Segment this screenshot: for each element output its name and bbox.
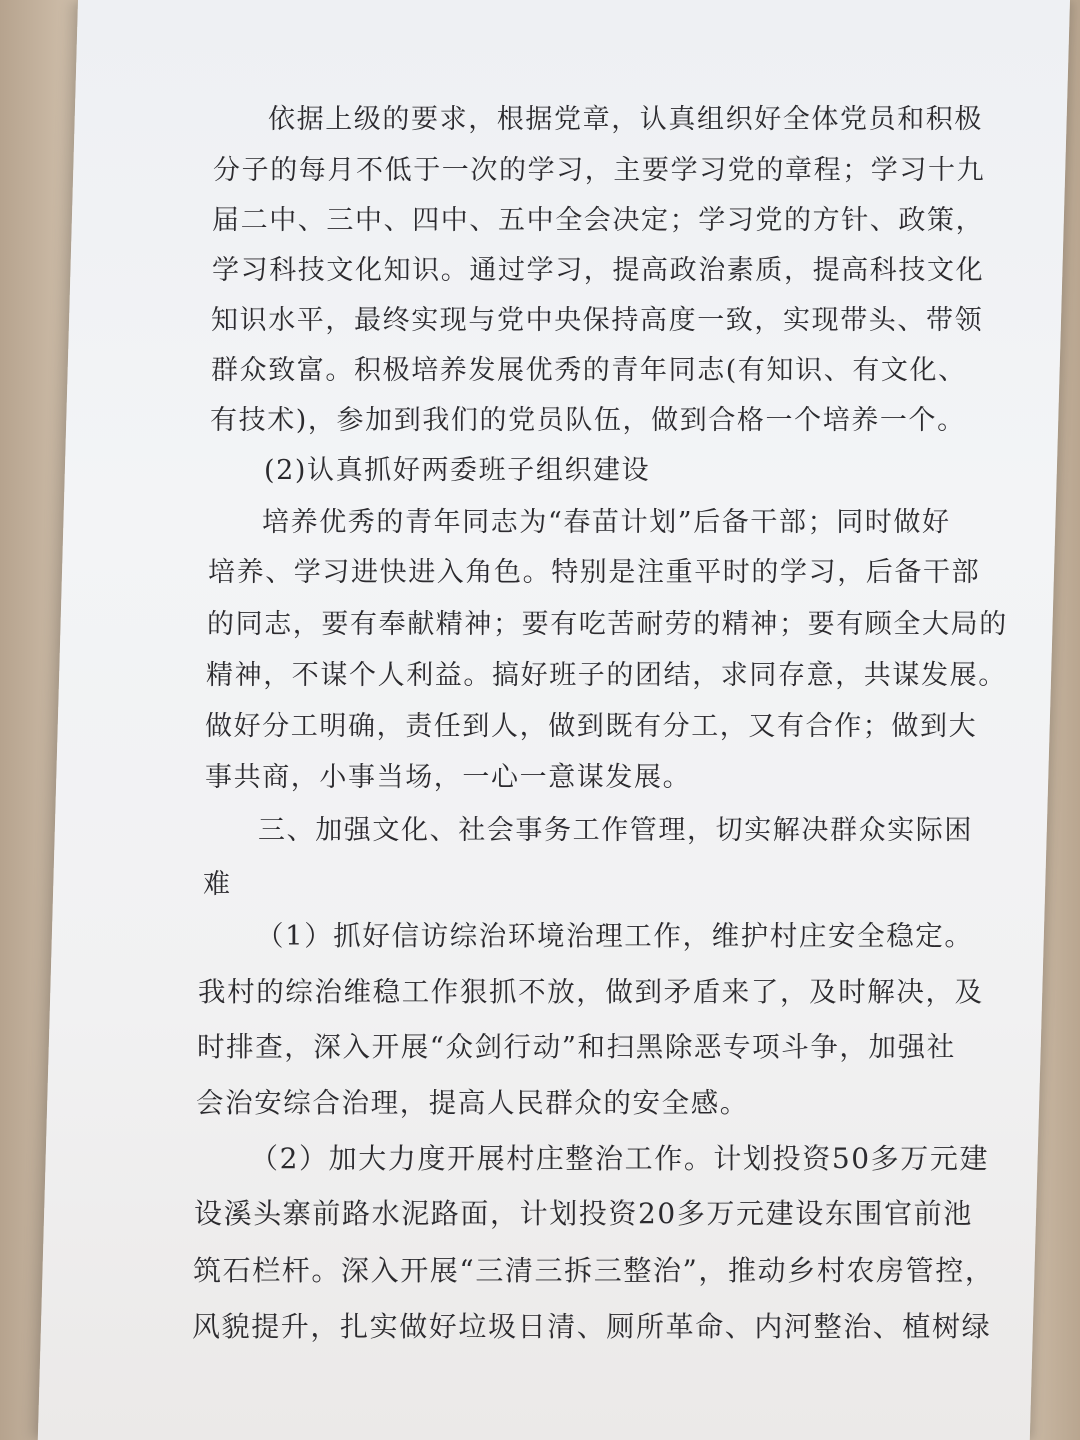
text-line: 筑石栏杆。深入开展“三清三拆三整治”，推动乡村农房管控， bbox=[193, 1254, 995, 1287]
text-line: 难 bbox=[203, 869, 232, 900]
text-line: 做好分工明确，责任到人，做到既有分工，又有合作；做到大 bbox=[205, 711, 978, 742]
text-line: 培养、学习进快进入角色。特别是注重平时的学习，后备干部 bbox=[208, 557, 981, 588]
text-line: 会治安综合治理，提高人民群众的安全感。 bbox=[196, 1087, 749, 1119]
text-line: （1）抓好信访综治环境治理工作，维护村庄安全稳定。 bbox=[256, 920, 974, 952]
text-line: 设溪头寨前路水泥路面，计划投资20多万元建设东围官前池 bbox=[194, 1197, 973, 1230]
text-line: 有技术)，参加到我们的党员队伍，做到合格一个培养一个。 bbox=[210, 405, 966, 436]
text-line: 时排查，深入开展“众剑行动”和扫黑除恶专项斗争，加强社 bbox=[197, 1031, 956, 1063]
text-line: 学习科技文化知识。通过学习，提高政治素质，提高科技文化 bbox=[212, 255, 985, 286]
text-line: 群众致富。积极培养发展优秀的青年同志(有知识、有文化、 bbox=[211, 355, 967, 386]
text-line: 培养优秀的青年同志为“春苗计划”后备干部；同时做好 bbox=[262, 507, 951, 538]
text-line: 依据上级的要求，根据党章，认真组织好全体党员和积极 bbox=[268, 104, 983, 135]
section-heading: 三、加强文化、社会事务工作管理，切实解决群众实际困 bbox=[258, 815, 973, 846]
text-line: 精神，不谋个人利益。搞好班子的团结，求同存意，共谋发展。 bbox=[206, 660, 1007, 691]
text-line: 届二中、三中、四中、五中全会决定；学习党的方针、政策， bbox=[212, 205, 985, 236]
text-line: 分子的每月不低于一次的学习，主要学习党的章程；学习十九 bbox=[213, 155, 986, 186]
text-line: 事共商，小事当场，一心一意谋发展。 bbox=[205, 762, 692, 793]
section-heading: (2)认真抓好两委班子组织建设 bbox=[264, 455, 651, 486]
text-line: 我村的综治维稳工作狠抓不放，做到矛盾来了，及时解决，及 bbox=[198, 976, 984, 1008]
text-line: 风貌提升，扎实做好垃圾日清、厕所革命、内河整治、植树绿 bbox=[192, 1310, 992, 1343]
text-line: 的同志，要有奉献精神；要有吃苦耐劳的精神；要有顾全大局的 bbox=[207, 609, 1008, 640]
text-line: （2）加大力度开展村庄整治工作。计划投资50多万元建 bbox=[250, 1142, 990, 1175]
text-line: 知识水平，最终实现与党中央保持高度一致，实现带头、带领 bbox=[211, 305, 984, 336]
